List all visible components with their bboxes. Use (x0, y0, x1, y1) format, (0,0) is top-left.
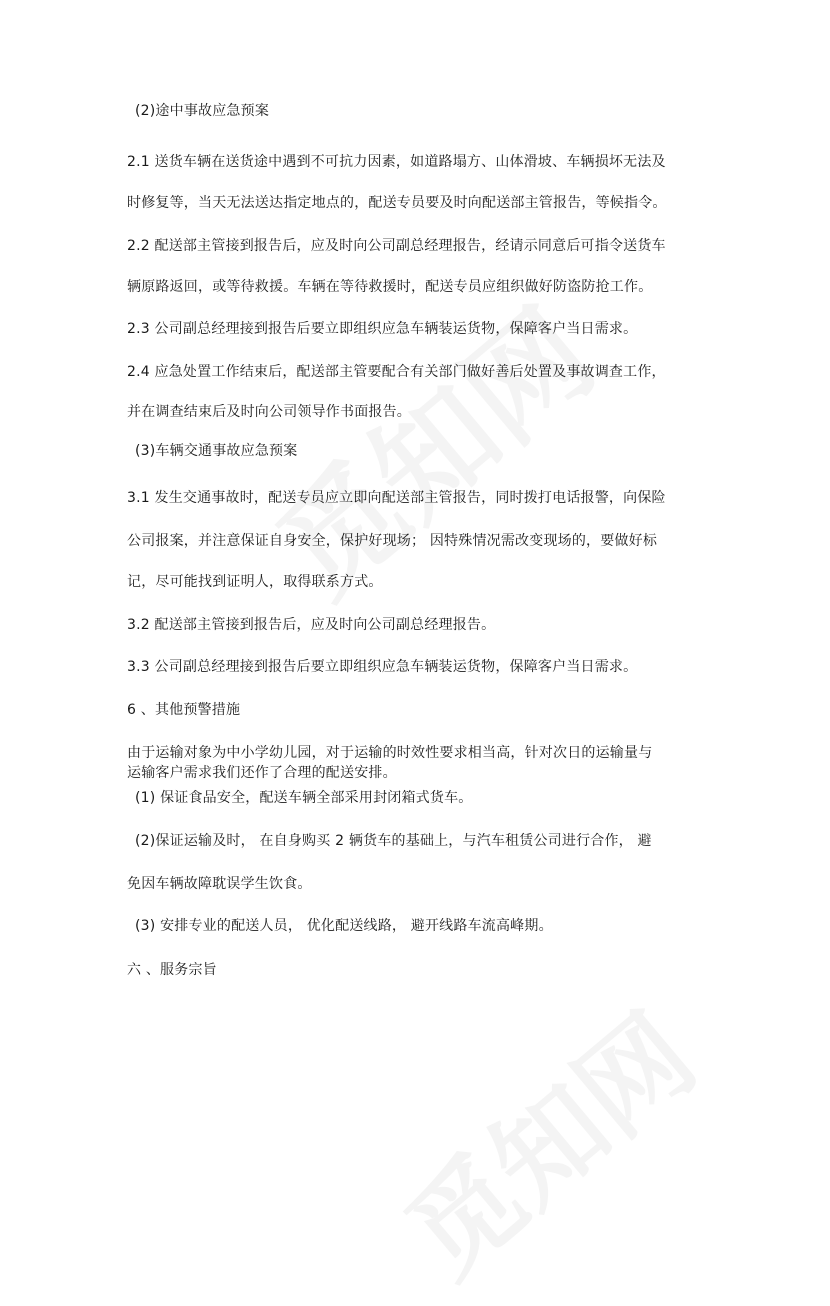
paragraph-3-2: 3.2 配送部主管接到报告后，应及时向公司副总经理报告。 (127, 617, 496, 633)
paragraph-2-2-line-1: 2.2 配送部主管接到报告后，应及时向公司副总经理报告，经请示同意后可指令送货车 (127, 238, 666, 254)
paragraph-2-1-line-2: 时修复等，当天无法送达指定地点的，配送专员要及时向配送部主管报告，等候指令。 (127, 195, 667, 211)
paragraph-2-4-line-1: 2.4 应急处置工作结束后，配送部主管要配合有关部门做好善后处置及事故调查工作， (127, 364, 666, 380)
heading-other-warning-measures: 6 、其他预警措施 (127, 702, 241, 718)
paragraph-2-3: 2.3 公司副总经理接到报告后要立即组织应急车辆装运货物，保障客户当日需求。 (127, 321, 638, 337)
item-2-line-1: (2)保证运输及时， 在自身购买 2 辆货车的基础上，与汽车租赁公司进行合作， 避 (135, 833, 652, 849)
paragraph-3-1-line-1: 3.1 发生交通事故时，配送专员应立即向配送部主管报告，同时拨打电话报警，向保险 (127, 490, 666, 506)
item-1-food-safety: (1) 保证食品安全，配送车辆全部采用封闭箱式货车。 (135, 790, 473, 806)
paragraph-3-3: 3.3 公司副总经理接到报告后要立即组织应急车辆装运货物，保障客户当日需求。 (127, 659, 638, 675)
heading-en-route-accident-plan: (2)途中事故应急预案 (135, 103, 270, 119)
heading-service-tenet: 六 、服务宗旨 (127, 962, 217, 978)
paragraph-2-2-line-2: 辆原路返回，或等待救援。车辆在等待救援时，配送专员应组织做好防盗防抢工作。 (127, 279, 653, 295)
watermark-bottom (368, 972, 722, 1305)
paragraph-3-1-line-3: 记，尽可能找到证明人，取得联系方式。 (127, 574, 383, 590)
paragraph-2-4-line-2: 并在调查结束后及时向公司领导作书面报告。 (127, 404, 411, 420)
paragraph-3-1-line-2: 公司报案，并注意保证自身安全，保护好现场； 因特殊情况需改变现场的，要做好标 (127, 533, 658, 549)
paragraph-2-1-line-1: 2.1 送货车辆在送货途中遇到不可抗力因素，如道路塌方、山体滑坡、车辆损坏无法及 (127, 154, 666, 170)
paragraph-intro-line-1: 由于运输对象为中小学幼儿园，对于运输的时效性要求相当高，针对次日的运输量与 (127, 745, 653, 761)
item-2-line-2: 免因车辆故障耽误学生饮食。 (127, 876, 312, 892)
heading-traffic-accident-plan: (3)车辆交通事故应急预案 (135, 443, 298, 459)
item-3-professional-staff: (3) 安排专业的配送人员， 优化配送线路， 避开线路车流高峰期。 (135, 918, 553, 934)
paragraph-intro-line-2: 运输客户需求我们还作了合理的配送安排。 (127, 765, 397, 781)
